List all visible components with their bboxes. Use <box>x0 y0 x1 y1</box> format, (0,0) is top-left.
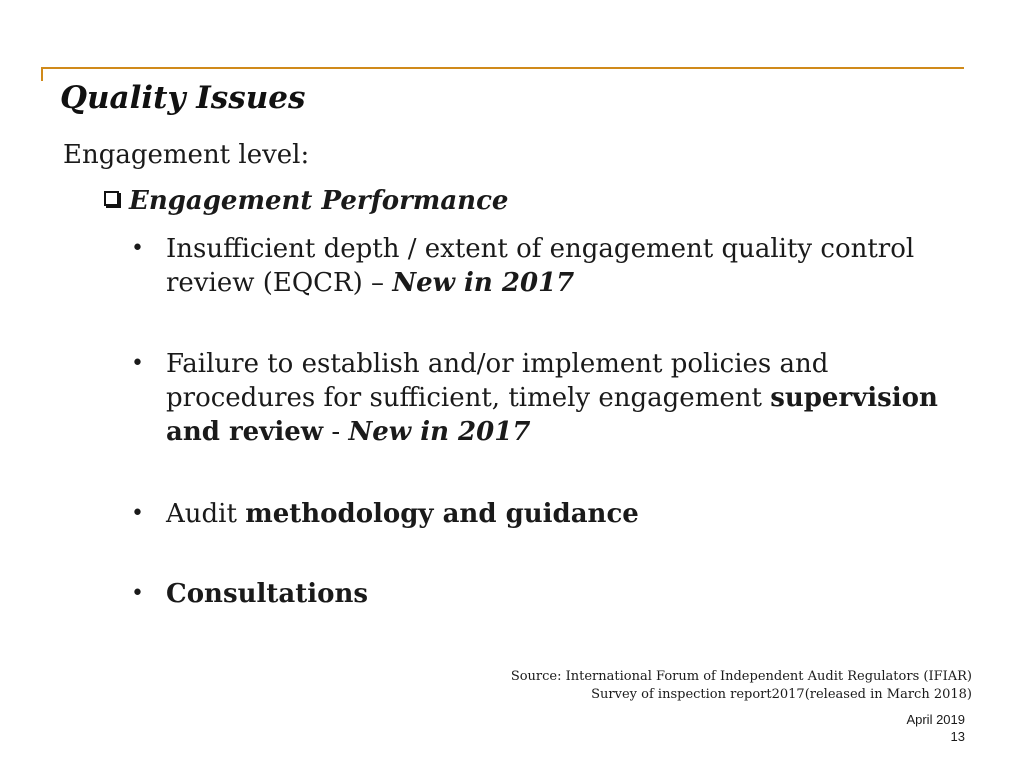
bullet-item-eqcr <box>131 232 941 300</box>
bullet-text-main: Audit <box>166 499 246 529</box>
new-in-2017-tag: New in 2017 <box>348 417 531 447</box>
round-bullet-icon: • <box>131 581 144 606</box>
footer-date: April 2019 <box>906 712 965 727</box>
round-bullet-icon: • <box>131 236 144 261</box>
bullet-text-bold: supervision and review <box>166 383 938 447</box>
source-line-2: Survey of inspection report2017(released in March 2018) <box>591 687 972 702</box>
source-line-1: Source: International Forum of Independent Audit Regulators (IFIAR) <box>510 669 972 684</box>
title-accent-tick <box>41 67 43 81</box>
slide-title: Quality Issues <box>60 80 306 116</box>
bullet-text <box>166 577 941 611</box>
bullet-item-supervision <box>131 347 941 449</box>
subheading-engagement-performance <box>104 184 508 218</box>
bullet-text-main: Insufficient depth / extent of engagement quality control review (EQCR) – <box>166 234 915 298</box>
slide-footer <box>906 711 965 745</box>
bullet-text-main: Failure to establish and/or implement policies and procedures for sufficient, timely engagement <box>166 349 829 413</box>
bullet-text <box>166 232 941 300</box>
page-number: 13 <box>950 729 965 744</box>
engagement-level-label: Engagement level: <box>63 140 310 170</box>
bullet-text-bold: methodology and guidance <box>245 499 639 529</box>
source-citation <box>511 668 972 704</box>
bullet-text <box>166 497 941 531</box>
bullet-item-consultations <box>131 577 941 611</box>
square-bullet-icon <box>104 191 119 206</box>
bullet-item-methodology <box>131 497 941 531</box>
new-in-2017-tag: New in 2017 <box>392 268 575 298</box>
round-bullet-icon: • <box>131 501 144 526</box>
bullet-text <box>166 347 941 449</box>
bullet-text-separator: - <box>323 417 349 447</box>
title-accent-rule <box>41 67 964 69</box>
subheading-text: Engagement Performance <box>129 186 509 216</box>
bullet-text-bold: Consultations <box>166 579 368 609</box>
round-bullet-icon: • <box>131 351 144 376</box>
